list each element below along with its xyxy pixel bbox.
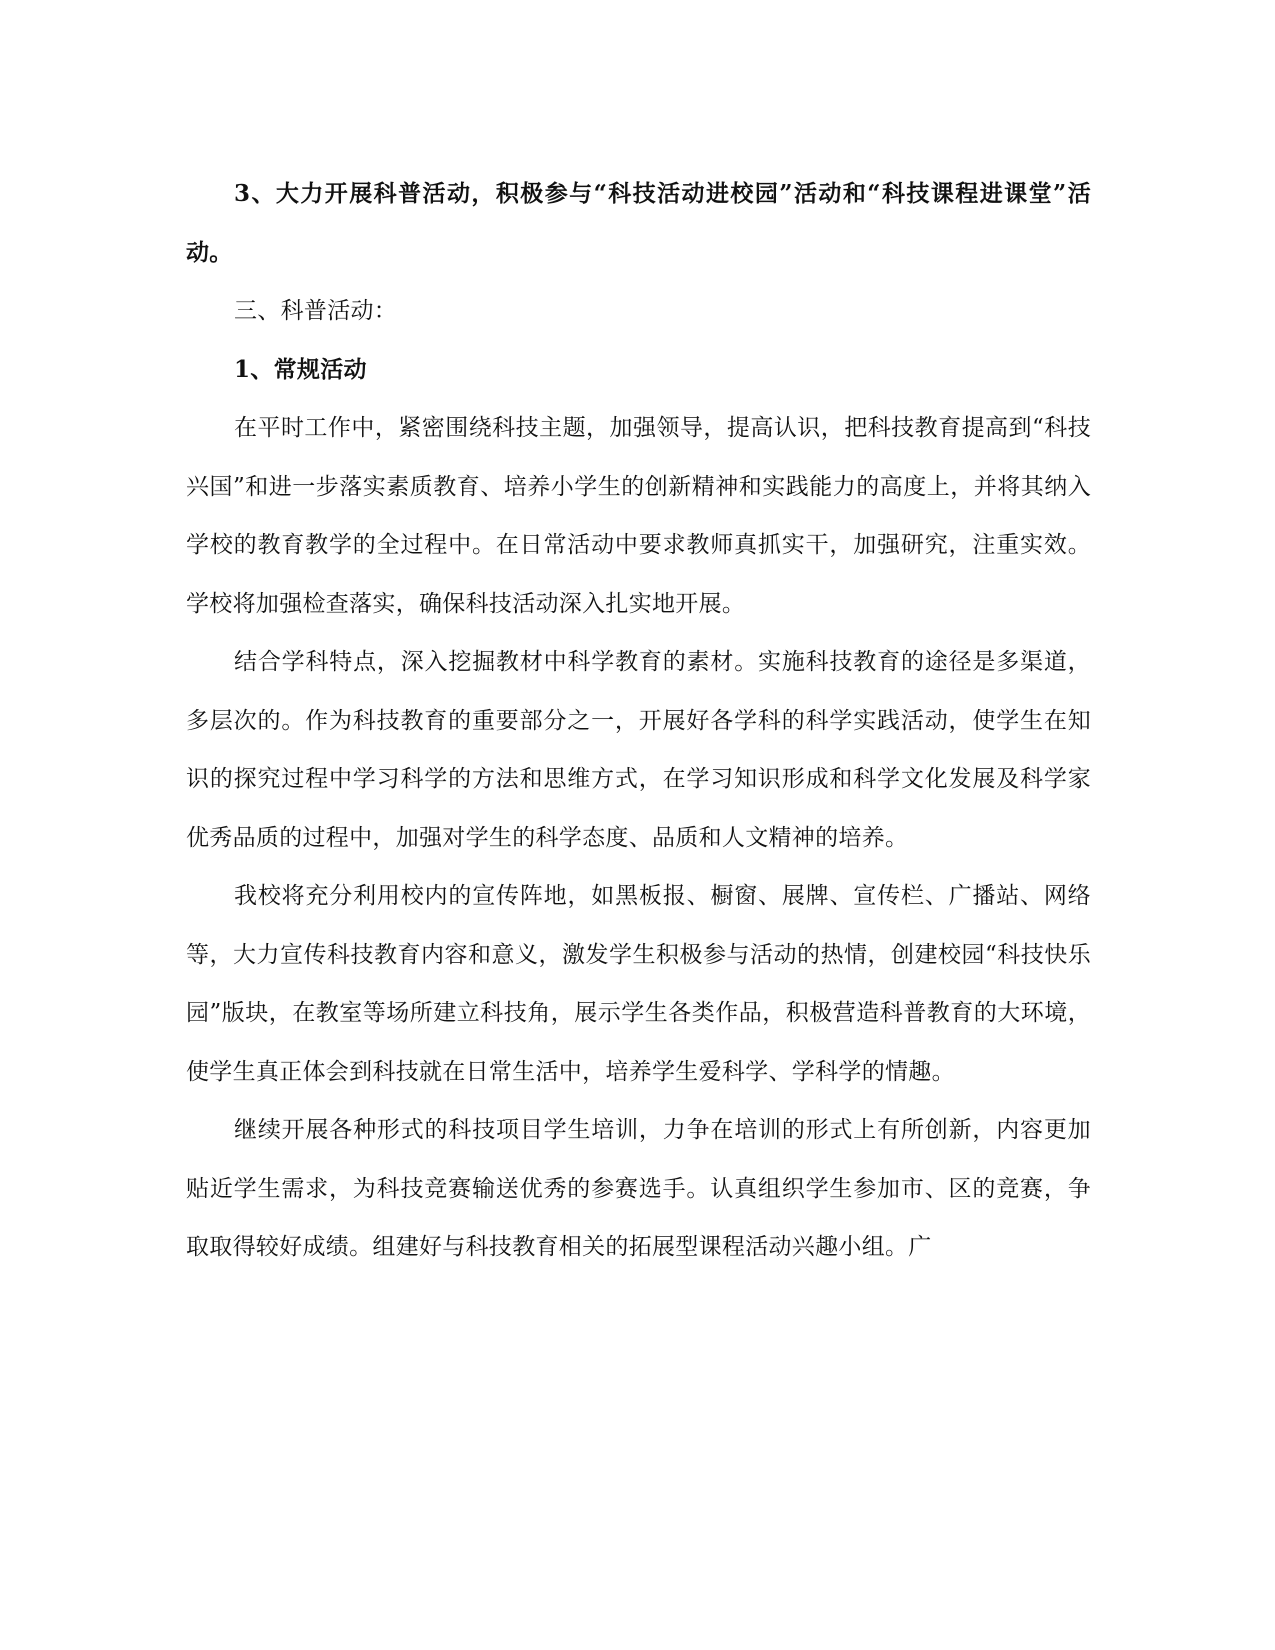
paragraph-training: 继续开展各种形式的科技项目学生培训，力争在培训的形式上有所创新，内容更加贴近学生需求，为科技竞赛输送优秀的参赛选手。认真组织学生参加市、区的竞赛，争取取得较好成绩。组建好与科技教育相关的拓展型课程活动兴趣小组。广	[186, 1117, 1091, 1260]
paragraph-publicity: 我校将充分利用校内的宣传阵地，如黑板报、橱窗、展牌、宣传栏、广播站、网络等，大力宣传科技教育内容和意义，激发学生积极参与活动的热情，创建校园“科技快乐园”版块，在教室等场所建立科技角，展示学生各类作品，积极营造科普教育的大环境，使学生真正体会到科技就在日常生活中，培养学生爱科学、学科学的情趣。	[186, 883, 1091, 1085]
paragraph-daily-work: 在平时工作中，紧密围绕科技主题，加强领导，提高认识，把科技教育提高到“科技兴国”和进一步落实素质教育、培养小学生的创新精神和实践能力的高度上，并将其纳入学校的教育教学的全过程中。在日常活动中要求教师真抓实干，加强研究，注重实效。学校将加强检查落实，确保科技活动深入扎实地开展。	[186, 415, 1091, 617]
heading-item-3: 3、大力开展科普活动，积极参与“科技活动进校园”活动和“科技课程进课堂”活动。	[186, 180, 1091, 266]
section-heading-science-activities: 三、科普活动：	[234, 298, 398, 324]
paragraph-subject-features: 结合学科特点，深入挖掘教材中科学教育的素材。实施科技教育的途径是多渠道，多层次的。作为科技教育的重要部分之一，开展好各学科的科学实践活动，使学生在知识的探究过程中学习科学的方法和思维方式，在学习知识形成和科学文化发展及科学家优秀品质的过程中，加强对学生的科学态度、品质和人文精神的培养。	[186, 649, 1091, 851]
document-body	[186, 165, 1091, 1277]
subheading-regular-activities: 1、常规活动	[234, 355, 367, 383]
